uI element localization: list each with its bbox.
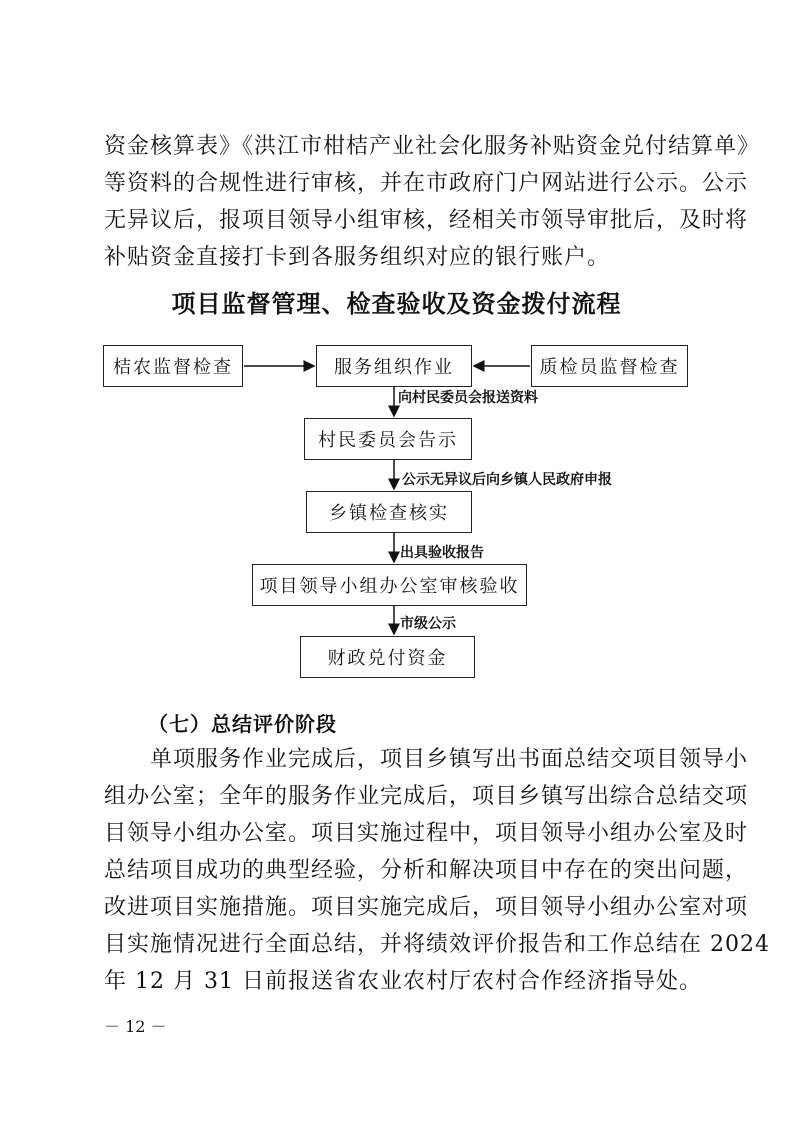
- text-line: 等资料的合规性进行审核，并在市政府门户网站进行公示。公示: [104, 171, 749, 196]
- section-paragraph: [104, 741, 770, 1000]
- text-line: 补贴资金直接打卡到各服务组织对应的银行账户。: [104, 245, 611, 270]
- text-line: 单项服务作业完成后，项目乡镇写出书面总结交项目领导小: [104, 747, 749, 772]
- box-office-acceptance: 项目领导小组办公室审核验收: [252, 564, 527, 606]
- section-heading: （七）总结评价阶段: [148, 712, 337, 736]
- text-line: 总结项目成功的典型经验，分析和解决项目中存在的突出问题，: [104, 858, 749, 883]
- box-service-operation: 服务组织作业: [316, 345, 472, 387]
- text-line: 资金核算表》《洪江市柑桔产业社会化服务补贴资金兑付结算单》: [104, 134, 761, 159]
- text-line: 年 12 月 31 日前报送省农业农村厅农村合作经济指导处。: [104, 969, 702, 994]
- box-township-verify: 乡镇检查核实: [306, 491, 472, 533]
- page-number: － 12 －: [104, 1017, 167, 1036]
- flowchart-title: 项目监督管理、检查验收及资金拨付流程: [171, 290, 622, 318]
- text-line: 无异议后，报项目领导小组审核，经相关市领导审批后，及时将: [104, 208, 749, 233]
- text-line: 目实施情况进行全面总结，并将绩效评价报告和工作总结在 2024: [104, 932, 770, 957]
- flow-label-1: 向村民委员会报送资料: [398, 390, 538, 406]
- box-village-notice: 村民委员会告示: [304, 418, 472, 460]
- text-line: 改进项目实施措施。项目实施完成后，项目领导小组办公室对项: [104, 895, 749, 920]
- box-finance-payment: 财政兑付资金: [300, 636, 475, 678]
- box-inspector-supervision: 质检员监督检查: [531, 345, 688, 387]
- flow-label-4: 市级公示: [400, 616, 456, 632]
- box-farmer-supervision: 桔农监督检查: [103, 345, 243, 387]
- flow-label-2: 公示无异议后向乡镇人民政府申报: [402, 472, 612, 488]
- text-line: 组办公室；全年的服务作业完成后，项目乡镇写出综合总结交项: [104, 784, 749, 809]
- text-line: 目领导小组办公室。项目实施过程中，项目领导小组办公室及时: [104, 821, 749, 846]
- flow-label-3: 出具验收报告: [400, 545, 484, 561]
